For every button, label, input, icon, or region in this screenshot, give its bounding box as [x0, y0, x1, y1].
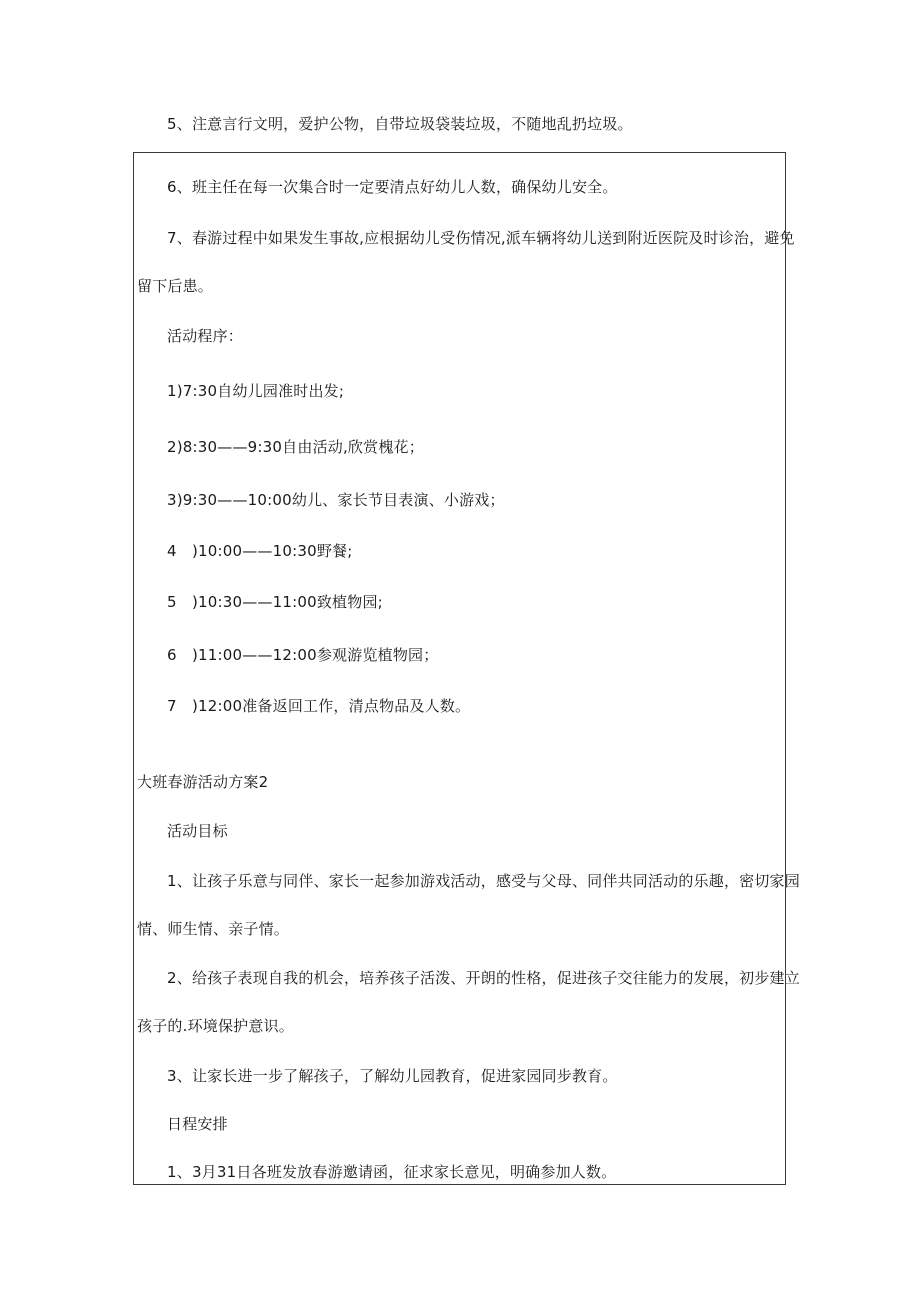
goal-item-2-cont: 孩子的.环境保护意识。	[137, 1017, 294, 1035]
schedule-item-7: 7 )12:00准备返回工作，清点物品及人数。	[167, 697, 471, 715]
paragraph-rule-6: 6、班主任在每一次集合时一定要清点好幼儿人数，确保幼儿安全。	[167, 178, 618, 196]
goal-item-2: 2、给孩子表现自我的机会，培养孩子活泼、开朗的性格，促进孩子交往能力的发展，初步建立	[167, 969, 800, 987]
goal-item-1: 1、让孩子乐意与同伴、家长一起参加游戏活动，感受与父母、同伴共同活动的乐趣，密切家园	[167, 872, 800, 890]
section-heading-goals: 活动目标	[167, 822, 228, 840]
paragraph-rule-5: 5、注意言行文明，爱护公物，自带垃圾袋装垃圾，不随地乱扔垃圾。	[167, 115, 633, 133]
goal-item-3: 3、让家长进一步了解孩子，了解幼儿园教育，促进家园同步教育。	[167, 1067, 618, 1085]
schedule-arrangement-1: 1、3月31日各班发放春游邀请函，征求家长意见，明确参加人数。	[167, 1163, 617, 1181]
goal-item-1-cont: 情、师生情、亲子情。	[137, 920, 290, 938]
schedule-item-6: 6 )11:00——12:00参观游览植物园；	[167, 646, 439, 664]
document-title-2: 大班春游活动方案2	[137, 773, 269, 791]
paragraph-rule-7-cont: 留下后患。	[137, 277, 214, 295]
schedule-item-4: 4 )10:00——10:30野餐;	[167, 542, 353, 560]
schedule-item-1: 1)7:30自幼儿园准时出发;	[167, 382, 345, 400]
paragraph-rule-7: 7、春游过程中如果发生事故,应根据幼儿受伤情况,派车辆将幼儿送到附近医院及时诊治，避免	[167, 229, 795, 247]
section-heading-schedule: 日程安排	[167, 1115, 228, 1133]
section-heading-program: 活动程序：	[167, 327, 244, 345]
schedule-item-2: 2)8:30——9:30自由活动,欣赏槐花；	[167, 438, 424, 456]
schedule-item-3: 3)9:30——10:00幼儿、家长节目表演、小游戏；	[167, 491, 505, 509]
schedule-item-5: 5 )10:30——11:00致植物园;	[167, 593, 383, 611]
